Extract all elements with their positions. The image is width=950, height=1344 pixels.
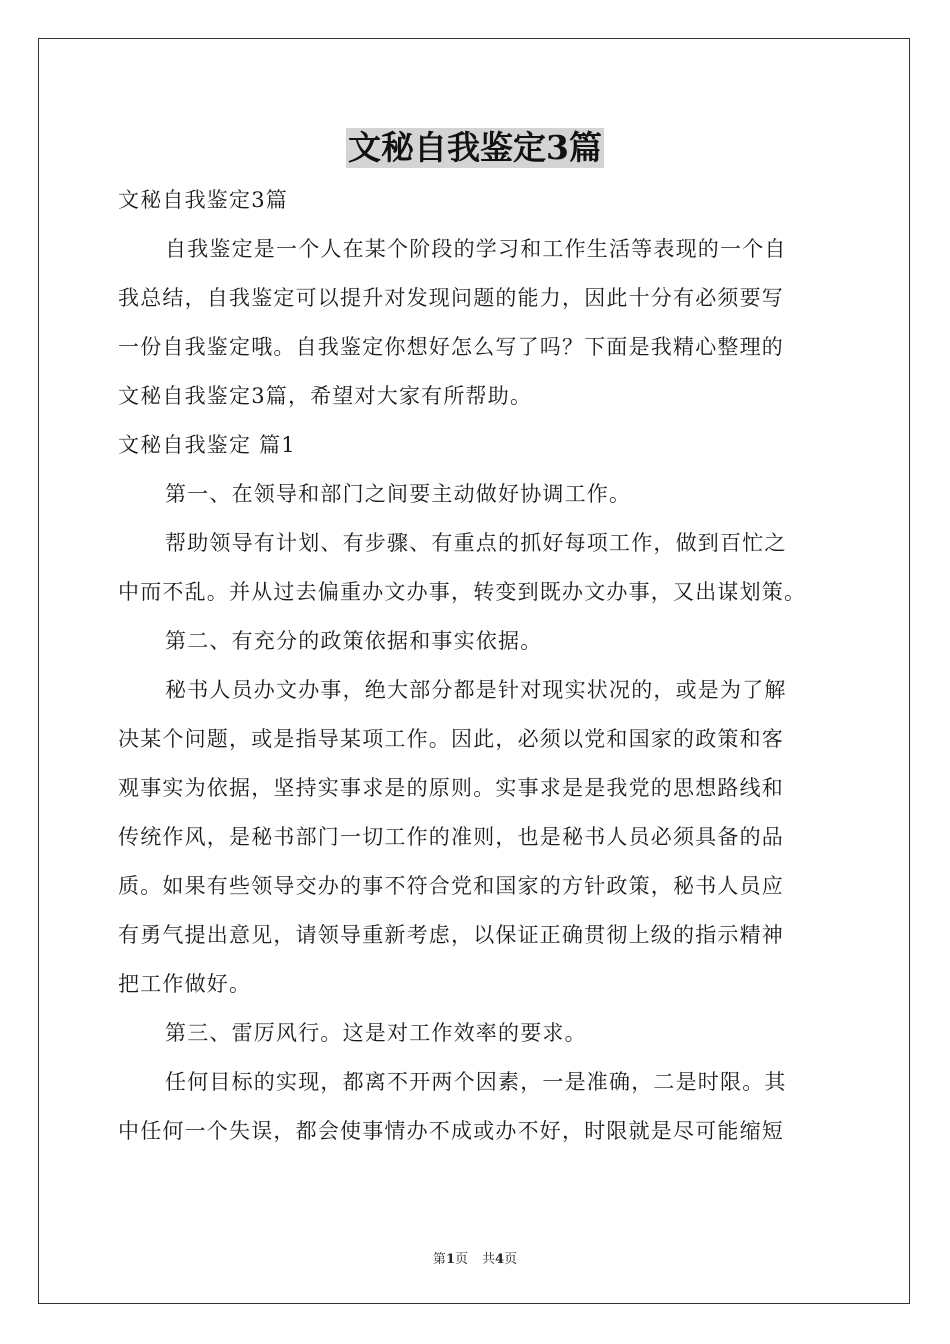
page-footer [0, 1248, 950, 1267]
document-body [118, 176, 836, 1156]
text-line: 决某个问题，或是指导某项工作。因此，必须以党和国家的政策和客 [118, 727, 784, 751]
title-container [0, 128, 950, 168]
text-line: 第三、雷厉风行。这是对工作效率的要求。 [165, 1021, 587, 1045]
page-suffix: 页 [454, 1252, 468, 1267]
text-line: 自我鉴定是一个人在某个阶段的学习和工作生活等表现的一个自 [165, 237, 787, 261]
text-line: 文秘自我鉴定3篇，希望对大家有所帮助。 [118, 384, 533, 408]
document-title: 文秘自我鉴定3篇 [348, 128, 602, 167]
text-line: 第一、在领导和部门之间要主动做好协调工作。 [165, 482, 632, 506]
text-line: 帮助领导有计划、有步骤、有重点的抓好每项工作，做到百忙之 [165, 531, 787, 555]
text-line: 一份自我鉴定哦。自我鉴定你想好怎么写了吗？下面是我精心整理的 [118, 335, 784, 359]
text-line: 有勇气提出意见，请领导重新考虑，以保证正确贯彻上级的指示精神 [118, 923, 784, 947]
text-line: 把工作做好。 [118, 972, 252, 996]
text-line: 第二、有充分的政策依据和事实依据。 [165, 629, 543, 653]
text-line: 中任何一个失误，都会使事情办不成或办不好，时限就是尽可能缩短 [118, 1119, 784, 1143]
text-line: 传统作风，是秘书部门一切工作的准则，也是秘书人员必须具备的品 [118, 825, 784, 849]
total-suffix: 页 [504, 1252, 518, 1267]
text-line: 任何目标的实现，都离不开两个因素，一是准确，二是时限。其 [165, 1070, 787, 1094]
text-line: 质。如果有些领导交办的事不符合党和国家的方针政策，秘书人员应 [118, 874, 784, 898]
page-prefix: 第 [432, 1252, 446, 1267]
text-line: 中而不乱。并从过去偏重办文办事，转变到既办文办事，又出谋划策。 [118, 580, 807, 604]
page-total: 4 [495, 1252, 505, 1267]
text-line: 观事实为依据，坚持实事求是的原则。实事求是是我党的思想路线和 [118, 776, 784, 800]
text-line: 文秘自我鉴定3篇 [118, 188, 288, 212]
text-line: 我总结，自我鉴定可以提升对发现问题的能力，因此十分有必须要写 [118, 286, 784, 310]
text-line: 文秘自我鉴定 篇1 [118, 433, 296, 457]
total-prefix: 共 [482, 1252, 496, 1267]
page-current: 1 [445, 1252, 455, 1267]
text-line: 秘书人员办文办事，绝大部分都是针对现实状况的，或是为了解 [165, 678, 787, 702]
